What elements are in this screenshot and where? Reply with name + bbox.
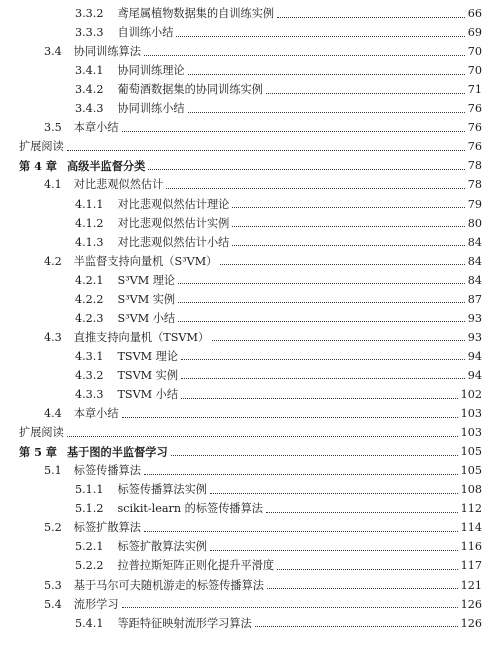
dot-leader bbox=[67, 150, 465, 151]
toc-entry-page-number: 71 bbox=[467, 83, 482, 97]
toc-entry[interactable] bbox=[0, 175, 500, 195]
toc-entry-number: 4.1.2 bbox=[75, 216, 104, 230]
toc-entry-page-number: 93 bbox=[467, 311, 482, 325]
dot-leader bbox=[210, 493, 458, 494]
toc-entry-number: 4.2.3 bbox=[75, 311, 104, 325]
toc-entry-page-number: 78 bbox=[467, 178, 482, 192]
dot-leader bbox=[122, 131, 465, 132]
toc-entry-title: 协同训练小结 bbox=[117, 102, 185, 116]
toc-entry-page-number: 79 bbox=[467, 197, 482, 211]
toc-entry-page-number: 70 bbox=[467, 64, 482, 78]
toc-entry-title: 鸢尾属植物数据集的自训练实例 bbox=[117, 7, 275, 20]
toc-entry-title: 扩展阅读 bbox=[19, 140, 64, 154]
toc-entry[interactable] bbox=[0, 99, 500, 119]
dot-leader bbox=[178, 283, 465, 284]
toc-entry-page-number: 108 bbox=[460, 483, 482, 497]
toc-entry-page-number: 103 bbox=[460, 426, 482, 440]
toc-entry-title: 对比悲观似然估计小结 bbox=[117, 235, 230, 249]
toc-entry-title: S³VM 理论 bbox=[117, 273, 176, 287]
dot-leader bbox=[232, 226, 464, 227]
dot-leader bbox=[232, 245, 464, 246]
dot-leader bbox=[181, 398, 458, 399]
toc-entry-number: 4.2.2 bbox=[75, 292, 104, 306]
dot-leader bbox=[188, 112, 465, 113]
toc-entry-title: 拉普拉斯矩阵正则化提升平滑度 bbox=[117, 559, 275, 573]
toc-entry-number: 3.3.2 bbox=[75, 7, 104, 20]
dot-leader bbox=[267, 588, 458, 589]
toc-entry-page-number: 84 bbox=[467, 273, 482, 287]
toc-entry-title: 本章小结 bbox=[73, 121, 119, 135]
toc-entry-title: S³VM 小结 bbox=[117, 311, 176, 325]
toc-entry[interactable] bbox=[0, 195, 500, 215]
toc-entry-page-number: 84 bbox=[467, 254, 482, 268]
toc-entry-page-number: 76 bbox=[467, 102, 482, 116]
toc-entry-page-number: 69 bbox=[467, 26, 482, 40]
toc-entry-page-number: 78 bbox=[467, 159, 482, 173]
dot-leader bbox=[144, 531, 458, 532]
toc-entry[interactable] bbox=[0, 347, 500, 367]
toc-entry-page-number: 103 bbox=[460, 407, 482, 421]
toc-entry-page-number: 66 bbox=[467, 7, 482, 20]
dot-leader bbox=[178, 302, 465, 303]
toc-entry-number: 3.4 bbox=[44, 45, 62, 59]
dot-leader bbox=[67, 436, 458, 437]
toc-entry-page-number: 126 bbox=[460, 597, 482, 611]
dot-leader bbox=[212, 340, 465, 341]
toc-entry[interactable] bbox=[0, 252, 500, 272]
toc-entry-page-number: 94 bbox=[467, 349, 482, 363]
toc-entry-title: 自训练小结 bbox=[117, 26, 174, 40]
toc-entry-title: 基于图的半监督学习 bbox=[66, 445, 168, 460]
toc-entry-number: 4.2.1 bbox=[75, 273, 104, 287]
toc-entry-title: 标签传播算法 bbox=[73, 464, 141, 478]
dot-leader bbox=[266, 93, 465, 94]
toc-entry-page-number: 84 bbox=[467, 235, 482, 249]
dot-leader bbox=[220, 264, 464, 265]
toc-entry-page-number: 114 bbox=[460, 521, 482, 535]
toc-entry-number: 5.4 bbox=[44, 597, 62, 611]
toc-entry[interactable] bbox=[0, 118, 500, 138]
toc-entry-number: 第 5 章 bbox=[19, 445, 57, 460]
toc-entry-number: 5.2.2 bbox=[75, 559, 104, 573]
dot-leader bbox=[210, 550, 458, 551]
toc-chapter-entry[interactable] bbox=[0, 442, 500, 462]
toc-entry[interactable] bbox=[0, 61, 500, 81]
toc-entry[interactable] bbox=[0, 518, 500, 538]
toc-entry-number: 5.2 bbox=[44, 521, 62, 535]
toc-entry-number: 4.1.1 bbox=[75, 197, 104, 211]
toc-reading-entry[interactable] bbox=[0, 423, 500, 443]
dot-leader bbox=[166, 188, 464, 189]
toc-entry-number: 3.4.1 bbox=[75, 64, 104, 78]
dot-leader bbox=[181, 359, 465, 360]
toc-entry[interactable] bbox=[0, 290, 500, 310]
toc-entry-number: 5.1 bbox=[44, 464, 62, 478]
toc-reading-entry[interactable] bbox=[0, 137, 500, 157]
dot-leader bbox=[144, 55, 465, 56]
toc-entry-title: 标签扩散算法 bbox=[73, 521, 141, 535]
dot-leader bbox=[122, 607, 458, 608]
dot-leader bbox=[232, 207, 464, 208]
toc-entry-page-number: 121 bbox=[460, 578, 482, 592]
toc-entry-title: 流形学习 bbox=[73, 597, 119, 611]
toc-entry-page-number: 93 bbox=[467, 330, 482, 344]
dot-leader bbox=[148, 169, 464, 170]
toc-entry-title: 标签扩散算法实例 bbox=[117, 540, 207, 554]
toc-entry-number: 5.1.2 bbox=[75, 502, 104, 516]
toc-entry-title: 协同训练理论 bbox=[117, 64, 185, 78]
toc-entry-number: 3.5 bbox=[44, 121, 62, 135]
toc-entry-title: 等距特征映射流形学习算法 bbox=[117, 616, 252, 630]
dot-leader bbox=[277, 569, 458, 570]
toc-entry-number: 5.2.1 bbox=[75, 540, 104, 554]
toc-entry-page-number: 76 bbox=[467, 121, 482, 135]
dot-leader bbox=[122, 417, 458, 418]
dot-leader bbox=[188, 74, 465, 75]
toc-entry-number: 5.1.1 bbox=[75, 483, 104, 497]
toc-chapter-entry[interactable] bbox=[0, 156, 500, 176]
toc-entry-page-number: 70 bbox=[467, 45, 482, 59]
toc-entry-page-number: 105 bbox=[460, 445, 482, 459]
toc-entry-title: 对比悲观似然估计实例 bbox=[117, 216, 230, 230]
toc-entry-title: 直推支持向量机（TSVM） bbox=[73, 330, 210, 344]
toc-entry-number: 5.4.1 bbox=[75, 616, 104, 630]
dot-leader bbox=[255, 626, 458, 627]
toc-entry-title: TSVM 理论 bbox=[117, 349, 179, 363]
toc-entry-title: TSVM 实例 bbox=[117, 368, 179, 382]
toc-entry-number: 4.3.3 bbox=[75, 388, 104, 401]
toc-entry[interactable] bbox=[0, 23, 500, 43]
dot-leader bbox=[171, 455, 458, 456]
toc-entry-number: 4.1.3 bbox=[75, 235, 104, 249]
dot-leader bbox=[178, 321, 465, 322]
toc-entry-page-number: 126 bbox=[460, 616, 482, 630]
dot-leader bbox=[277, 17, 465, 18]
toc-entry[interactable] bbox=[0, 80, 500, 100]
dot-leader bbox=[144, 474, 458, 475]
toc-entry-title: S³VM 实例 bbox=[117, 292, 176, 306]
toc-entry[interactable] bbox=[0, 233, 500, 253]
toc-entry-title: 高级半监督分类 bbox=[66, 159, 146, 174]
toc-entry-number: 4.1 bbox=[44, 178, 62, 192]
toc-entry[interactable] bbox=[0, 385, 500, 405]
toc-entry-number: 3.4.2 bbox=[75, 83, 104, 97]
toc-entry[interactable] bbox=[0, 499, 500, 519]
toc-entry-number: 第 4 章 bbox=[19, 159, 57, 174]
toc-entry-number: 3.4.3 bbox=[75, 102, 104, 116]
toc-entry[interactable] bbox=[0, 461, 500, 481]
toc-entry[interactable] bbox=[0, 614, 500, 634]
toc-entry-title: 协同训练算法 bbox=[73, 45, 141, 59]
toc-entry[interactable] bbox=[0, 328, 500, 348]
toc-entry[interactable] bbox=[0, 4, 500, 24]
toc-entry-page-number: 105 bbox=[460, 464, 482, 478]
toc-entry-page-number: 116 bbox=[460, 540, 482, 554]
toc-entry-page-number: 87 bbox=[467, 292, 482, 306]
toc-entry[interactable] bbox=[0, 366, 500, 386]
toc-entry-title: 基于马尔可夫随机游走的标签传播算法 bbox=[73, 578, 264, 592]
toc-entry-title: scikit-learn 的标签传播算法 bbox=[117, 502, 263, 516]
toc-entry-title: 对比悲观似然估计 bbox=[73, 178, 164, 192]
toc-entry[interactable] bbox=[0, 595, 500, 615]
toc-entry[interactable] bbox=[0, 576, 500, 596]
toc-entry-page-number: 102 bbox=[460, 388, 482, 401]
toc-entry-title: 本章小结 bbox=[73, 407, 119, 421]
toc-entry-title: 扩展阅读 bbox=[19, 426, 64, 440]
toc-entry[interactable] bbox=[0, 214, 500, 234]
toc-entry[interactable] bbox=[0, 309, 500, 329]
toc-entry-page-number: 76 bbox=[467, 140, 482, 154]
toc-entry-number: 4.3.1 bbox=[75, 349, 104, 363]
toc-entry[interactable] bbox=[0, 271, 500, 291]
toc-entry-page-number: 117 bbox=[460, 559, 482, 573]
toc-entry[interactable] bbox=[0, 480, 500, 500]
dot-leader bbox=[266, 512, 458, 513]
toc-entry-page-number: 80 bbox=[467, 216, 482, 230]
toc-entry-number: 5.3 bbox=[44, 578, 62, 592]
dot-leader bbox=[181, 378, 465, 379]
toc-entry-title: 标签传播算法实例 bbox=[117, 483, 207, 497]
toc-entry-title: 葡萄酒数据集的协同训练实例 bbox=[117, 83, 263, 97]
toc-entry-number: 4.4 bbox=[44, 407, 62, 421]
toc-entry-page-number: 94 bbox=[467, 368, 482, 382]
toc-entry-title: TSVM 小结 bbox=[117, 388, 179, 401]
toc-entry-number: 3.3.3 bbox=[75, 26, 104, 40]
toc-entry[interactable] bbox=[0, 42, 500, 62]
toc-entry-page-number: 112 bbox=[460, 502, 482, 516]
toc-entry-number: 4.3.2 bbox=[75, 368, 104, 382]
toc-entry[interactable] bbox=[0, 556, 500, 576]
toc-entry-number: 4.2 bbox=[44, 254, 62, 268]
toc-entry-title: 对比悲观似然估计理论 bbox=[117, 197, 230, 211]
toc-entry-number: 4.3 bbox=[44, 330, 62, 344]
dot-leader bbox=[176, 36, 464, 37]
toc-entry[interactable] bbox=[0, 404, 500, 424]
toc-entry-title: 半监督支持向量机（S³VM） bbox=[73, 254, 218, 268]
toc-entry[interactable] bbox=[0, 537, 500, 557]
